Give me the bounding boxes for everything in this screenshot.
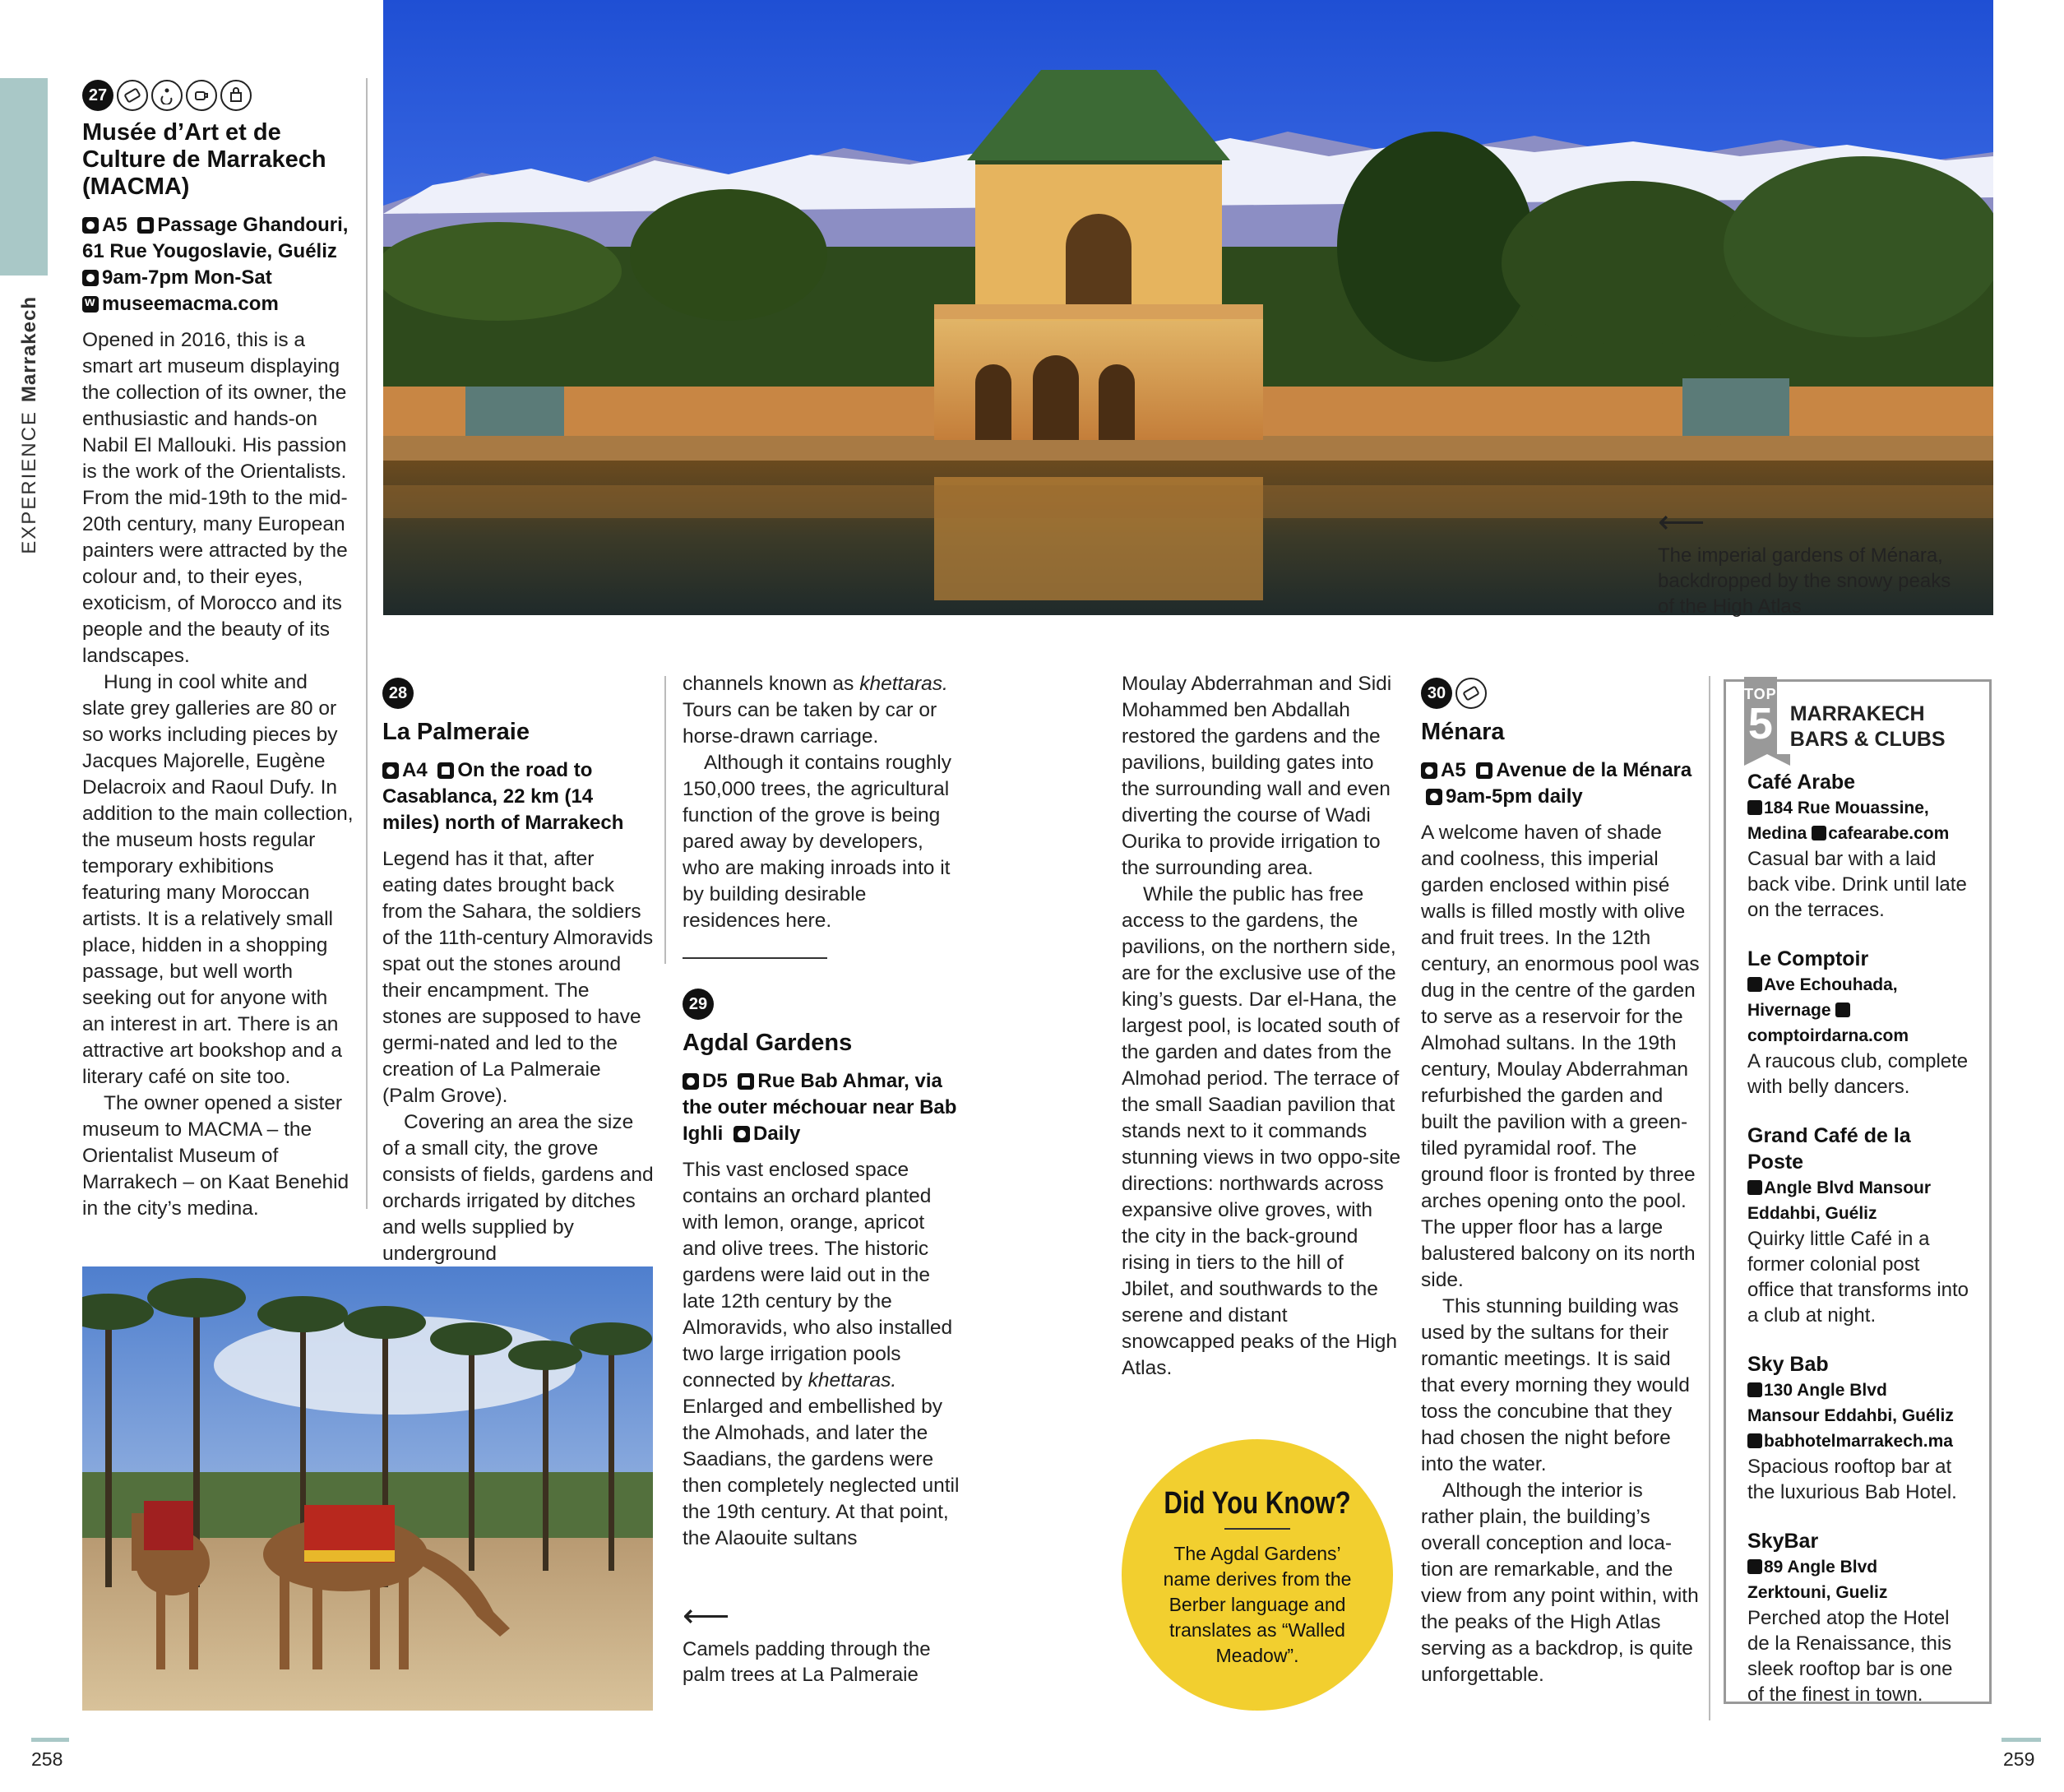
column-three: [683, 671, 962, 934]
venue-name: Sky Bab: [1747, 1353, 1829, 1376]
venue-address: Angle Blvd Mansour: [1764, 1178, 1932, 1197]
address-icon: [738, 1073, 754, 1090]
top-photo-caption: The imperial gardens of Ménara, backdropped by the snowy peaks of the High Atlas: [1658, 544, 1951, 618]
top5-header: [1744, 677, 1969, 754]
camels-photo: [82, 1266, 653, 1711]
entry-title: Musée d’Art et de Culture de Marrakech (MACMA): [82, 119, 326, 200]
body-paragraph: Hung in cool white and slate grey galleries are 80 or so works including pieces by Jacques Majorelle, Eugène Delacroix and Raoul Dufy. In addition to the main collection, the museum hosts regular temporary exhibitions featuring many Moroccan artists. It is a relatively small place, hidden in a shopping passage, but well worth seeking out for anyone with an interest in art. There is an attractive art bookshop and a literary café on site too.: [82, 671, 354, 1088]
column-divider: [664, 676, 666, 964]
address: On the road to Casablanca, 22 km (14 miles) north of Marrakech: [382, 759, 624, 834]
venue-address-2: Eddahbi, Guéliz: [1747, 1204, 1877, 1223]
address-icon: [1747, 1559, 1762, 1574]
top5-list: [1747, 769, 1969, 1707]
top5-venue: [1747, 1351, 1969, 1505]
entry-info: [382, 757, 654, 836]
hours: 9am-7pm Mon-Sat: [102, 266, 272, 289]
hours: 9am-5pm daily: [1446, 785, 1583, 808]
did-you-know-text: The Agdal Gardens’ name derives from the Berber language and translates as “Walled Meadow”.: [1163, 1543, 1352, 1666]
text-run: Enlarged and embellished by the Almohads, and later the Saadians, the gardens were then completely neglected until the 19th century. At that point, the Alaouite sultans: [683, 1396, 960, 1549]
top5-venue: [1747, 1123, 1969, 1328]
address-icon: [1747, 977, 1762, 992]
entry-info: [683, 1068, 962, 1147]
entry-info: [1421, 757, 1701, 810]
entry-number: 27: [82, 80, 113, 111]
map-ref: A5: [1441, 759, 1466, 781]
web-icon: [1747, 1433, 1762, 1448]
page-number-right: 259: [2003, 1748, 2035, 1770]
did-you-know-title: Did You Know?: [1164, 1486, 1351, 1521]
venue-website[interactable]: cafearabe.com: [1828, 824, 1950, 843]
section-name: EXPERIENCE: [18, 410, 40, 554]
address-icon: [137, 217, 154, 234]
top5-venue: [1747, 769, 1969, 923]
top5-title: MARRAKECH BARS & CLUBS: [1789, 702, 1946, 751]
web-icon: [82, 296, 99, 313]
column-four: [1122, 671, 1401, 1382]
venue-info: [1747, 1554, 1969, 1605]
venue-name: Grand Café de la Poste: [1747, 1124, 1911, 1174]
venue-address: 184 Rue Mouassine,: [1764, 799, 1929, 817]
accessibility-icon: [151, 80, 183, 111]
entry-title: Ménara: [1421, 719, 1505, 745]
body-paragraph: While the public has free access to the gardens, the pavilions, on the northern side, are for the exclusive use of the king’s guests. Dar el-Hana, the largest pool, is located south of the garden and dates from the Almohad period. The terrace of the small Saadian pavilion that stands next to it commands stunning views in two oppo-site directions: northwards across expansive olive groves, with the city in the back-ground rising in tiers to the hill of Jbilet, and southwards to the serene and distant snowcapped peaks of the High Atlas.: [1122, 883, 1401, 1379]
text-run-italic: khettaras.: [859, 673, 948, 695]
top5-box: [1724, 679, 1992, 1704]
body-paragraph: Moulay Abderrahman and Sidi Mohammed ben Abdallah restored the gardens and the pavilions, building gates into the surrounding wall and even diverting the course of Wadi Ourika to provide irrigation to the surrounding area.: [1122, 673, 1392, 879]
venue-info: [1747, 1378, 1969, 1454]
map-pin-icon: [683, 1073, 699, 1090]
text-run: channels known as: [683, 673, 860, 695]
body-paragraph: Opened in 2016, this is a smart art museum displaying the collection of its owner, the enthusiastic and hands-on Nabil El Mallouki. His passion is the work of the Orientalists. From the mid-19th to the mid-20th century, many European painters were attracted by the colour and, to their eyes, exoticism, of Morocco and its people and the beauty of its landscapes.: [82, 329, 348, 667]
clock-icon: [734, 1126, 750, 1142]
web-icon: [1812, 826, 1826, 840]
body-paragraph: [683, 671, 962, 750]
entry-number: 30: [1421, 678, 1452, 709]
caption-arrow-icon: ⟵: [683, 1598, 730, 1634]
entry-menara: [1421, 676, 1701, 1688]
venue-name: Le Comptoir: [1747, 947, 1869, 970]
body-paragraph: Legend has it that, after eating dates brought back from the Sahara, the soldiers of the 11th-century Almoravids spat out the stones around their encampment. The stones are supposed to have germi-nated and led to the creation of La Palmeraie (Palm Grove).: [382, 848, 654, 1107]
address-icon: [1747, 800, 1762, 815]
map-ref: D5: [702, 1070, 728, 1092]
entry-title: Agdal Gardens: [683, 1030, 853, 1056]
venue-address-2: Medina: [1747, 824, 1807, 843]
venue-info: [1747, 972, 1969, 1049]
address: Rue Bab Ahmar, via the outer méchouar near Bab Ighli: [683, 1070, 957, 1145]
page-number-left: 258: [31, 1748, 63, 1770]
body-paragraph: The owner opened a sister museum to MACMA – the Orientalist Museum of Marrakech – on Kaat Benehid in the city’s medina.: [82, 1092, 349, 1220]
body-paragraph: [683, 1157, 962, 1552]
shop-icon: [220, 80, 252, 111]
address-icon: [1747, 1382, 1762, 1397]
address: Passage Ghandouri, 61 Rue Yougoslavie, Guéliz: [82, 214, 349, 262]
venue-address: 89 Angle Blvd: [1764, 1558, 1878, 1577]
venue-website[interactable]: babhotelmarrakech.ma: [1764, 1432, 1953, 1451]
text-run-italic: khettaras.: [808, 1369, 897, 1391]
entry-badges: [683, 987, 962, 1021]
venue-name: Café Arabe: [1747, 771, 1856, 794]
address-icon: [1747, 1180, 1762, 1195]
city-name: Marrakech: [18, 296, 40, 403]
body-paragraph: This stunning building was used by the sultans for their romantic meetings. It is said that every morning they would toss the concubine that they had chosen the night before into the water.: [1421, 1295, 1690, 1475]
menara-photo: [383, 0, 1993, 615]
address: Avenue de la Ménara: [1496, 759, 1692, 781]
map-pin-icon: [1421, 762, 1437, 779]
top5-venue: [1747, 946, 1969, 1100]
entry-palmeraie: [382, 676, 654, 1267]
text-run: This vast enclosed space contains an orchard planted with lemon, orange, apricot and olive trees. The historic gardens were laid out in the late 12th century by the Almoravids, who also installed two large irrigation pools connected by: [683, 1159, 953, 1391]
top5-badge: [1744, 677, 1777, 754]
venue-address: 130 Angle Blvd: [1764, 1381, 1887, 1400]
section-rule: [683, 957, 827, 959]
bottom-photo-caption: Camels padding through the palm trees at La Palmeraie: [683, 1638, 931, 1686]
venue-website[interactable]: comptoirdarna.com: [1747, 1026, 1909, 1045]
venue-description: Quirky little Café in a former colonial post office that transforms into a club at night.: [1747, 1228, 1969, 1327]
website[interactable]: museemacma.com: [102, 293, 279, 315]
web-icon: [1835, 1003, 1850, 1017]
top5-badge-number: 5: [1747, 699, 1773, 748]
clock-icon: [1426, 789, 1442, 805]
venue-description: Perched atop the Hotel de la Renaissance, this sleek rooftop bar is one of the finest in town.: [1747, 1607, 1953, 1706]
hours: Daily: [753, 1123, 801, 1145]
map-ref: A5: [102, 214, 127, 236]
address-icon: [1476, 762, 1492, 779]
map-pin-icon: [382, 762, 399, 779]
venue-description: Spacious rooftop bar at the luxurious Bab Hotel.: [1747, 1456, 1957, 1503]
entry-number: 29: [683, 989, 714, 1020]
top5-venue: [1747, 1528, 1969, 1707]
venue-description: Casual bar with a laid back vibe. Drink until late on the terraces.: [1747, 848, 1967, 921]
venue-address: Ave Echouhada, Hivernage: [1747, 975, 1898, 1020]
entry-macma: [82, 78, 354, 1222]
section-label: [13, 296, 46, 559]
entry-number: 28: [382, 678, 414, 709]
entry-badges: [1421, 676, 1701, 711]
column-divider: [1709, 676, 1710, 1720]
entry-badges: [382, 676, 654, 711]
cafe-icon: [186, 80, 217, 111]
section-tab: [0, 78, 48, 276]
venue-info: [1747, 795, 1969, 846]
map-pin-icon: [82, 217, 99, 234]
top5-badge-label: TOP: [1744, 686, 1777, 702]
entry-agdal: [683, 987, 962, 1552]
column-divider: [366, 78, 368, 1209]
address-icon: [437, 762, 454, 779]
text-run: Tours can be taken by car or horse-drawn carriage.: [683, 699, 937, 748]
page-bar-left: [31, 1738, 69, 1742]
callout-rule: [1224, 1528, 1290, 1530]
body-paragraph: Although the interior is rather plain, the building’s overall conception and loca-tion are remarkable, and the view from any point within, with the peaks of the High Atlas serving as a backdrop, is quite unforgettable.: [1421, 1479, 1699, 1686]
body-paragraph: A welcome haven of shade and coolness, this imperial garden enclosed within pisé walls is filled mostly with olive and fruit trees. In the 12th century, an enormous pool was dug in the centre of the garden to serve as a reservoir for the Almohad sultans. In the 19th century, Moulay Abderrahman refurbished the garden and built the pavilion with a green-tiled pyramidal roof. The ground floor is fronted by three arches opening onto the pool. The upper floor has a large balustered balcony on its north side.: [1421, 822, 1700, 1291]
clock-icon: [82, 270, 99, 286]
venue-description: A raucous club, complete with belly dancers.: [1747, 1050, 1969, 1098]
venue-address-2: Mansour Eddahbi, Guéliz: [1747, 1406, 1954, 1425]
venue-info: [1747, 1175, 1969, 1226]
ticket-icon: [117, 80, 148, 111]
body-paragraph: Although it contains roughly 150,000 trees, the agricultural function of the grove is being pared away by developers, who are making inroads into it by building desirable residences here.: [683, 752, 951, 932]
ticket-icon: [1455, 678, 1487, 709]
entry-info: [82, 212, 354, 317]
caption-arrow-icon: ⟵: [1658, 504, 1705, 540]
venue-name: SkyBar: [1747, 1530, 1819, 1553]
entry-badges: [82, 78, 354, 113]
entry-title: La Palmeraie: [382, 719, 530, 745]
venue-address-2: Zerktouni, Gueliz: [1747, 1583, 1888, 1602]
map-ref: A4: [402, 759, 428, 781]
body-paragraph: Covering an area the size of a small city, the grove consists of fields, gardens and orchards irrigated by ditches and wells supplied by underground: [382, 1111, 654, 1265]
page-bar-right: [2002, 1738, 2041, 1742]
did-you-know-callout: [1122, 1439, 1393, 1711]
